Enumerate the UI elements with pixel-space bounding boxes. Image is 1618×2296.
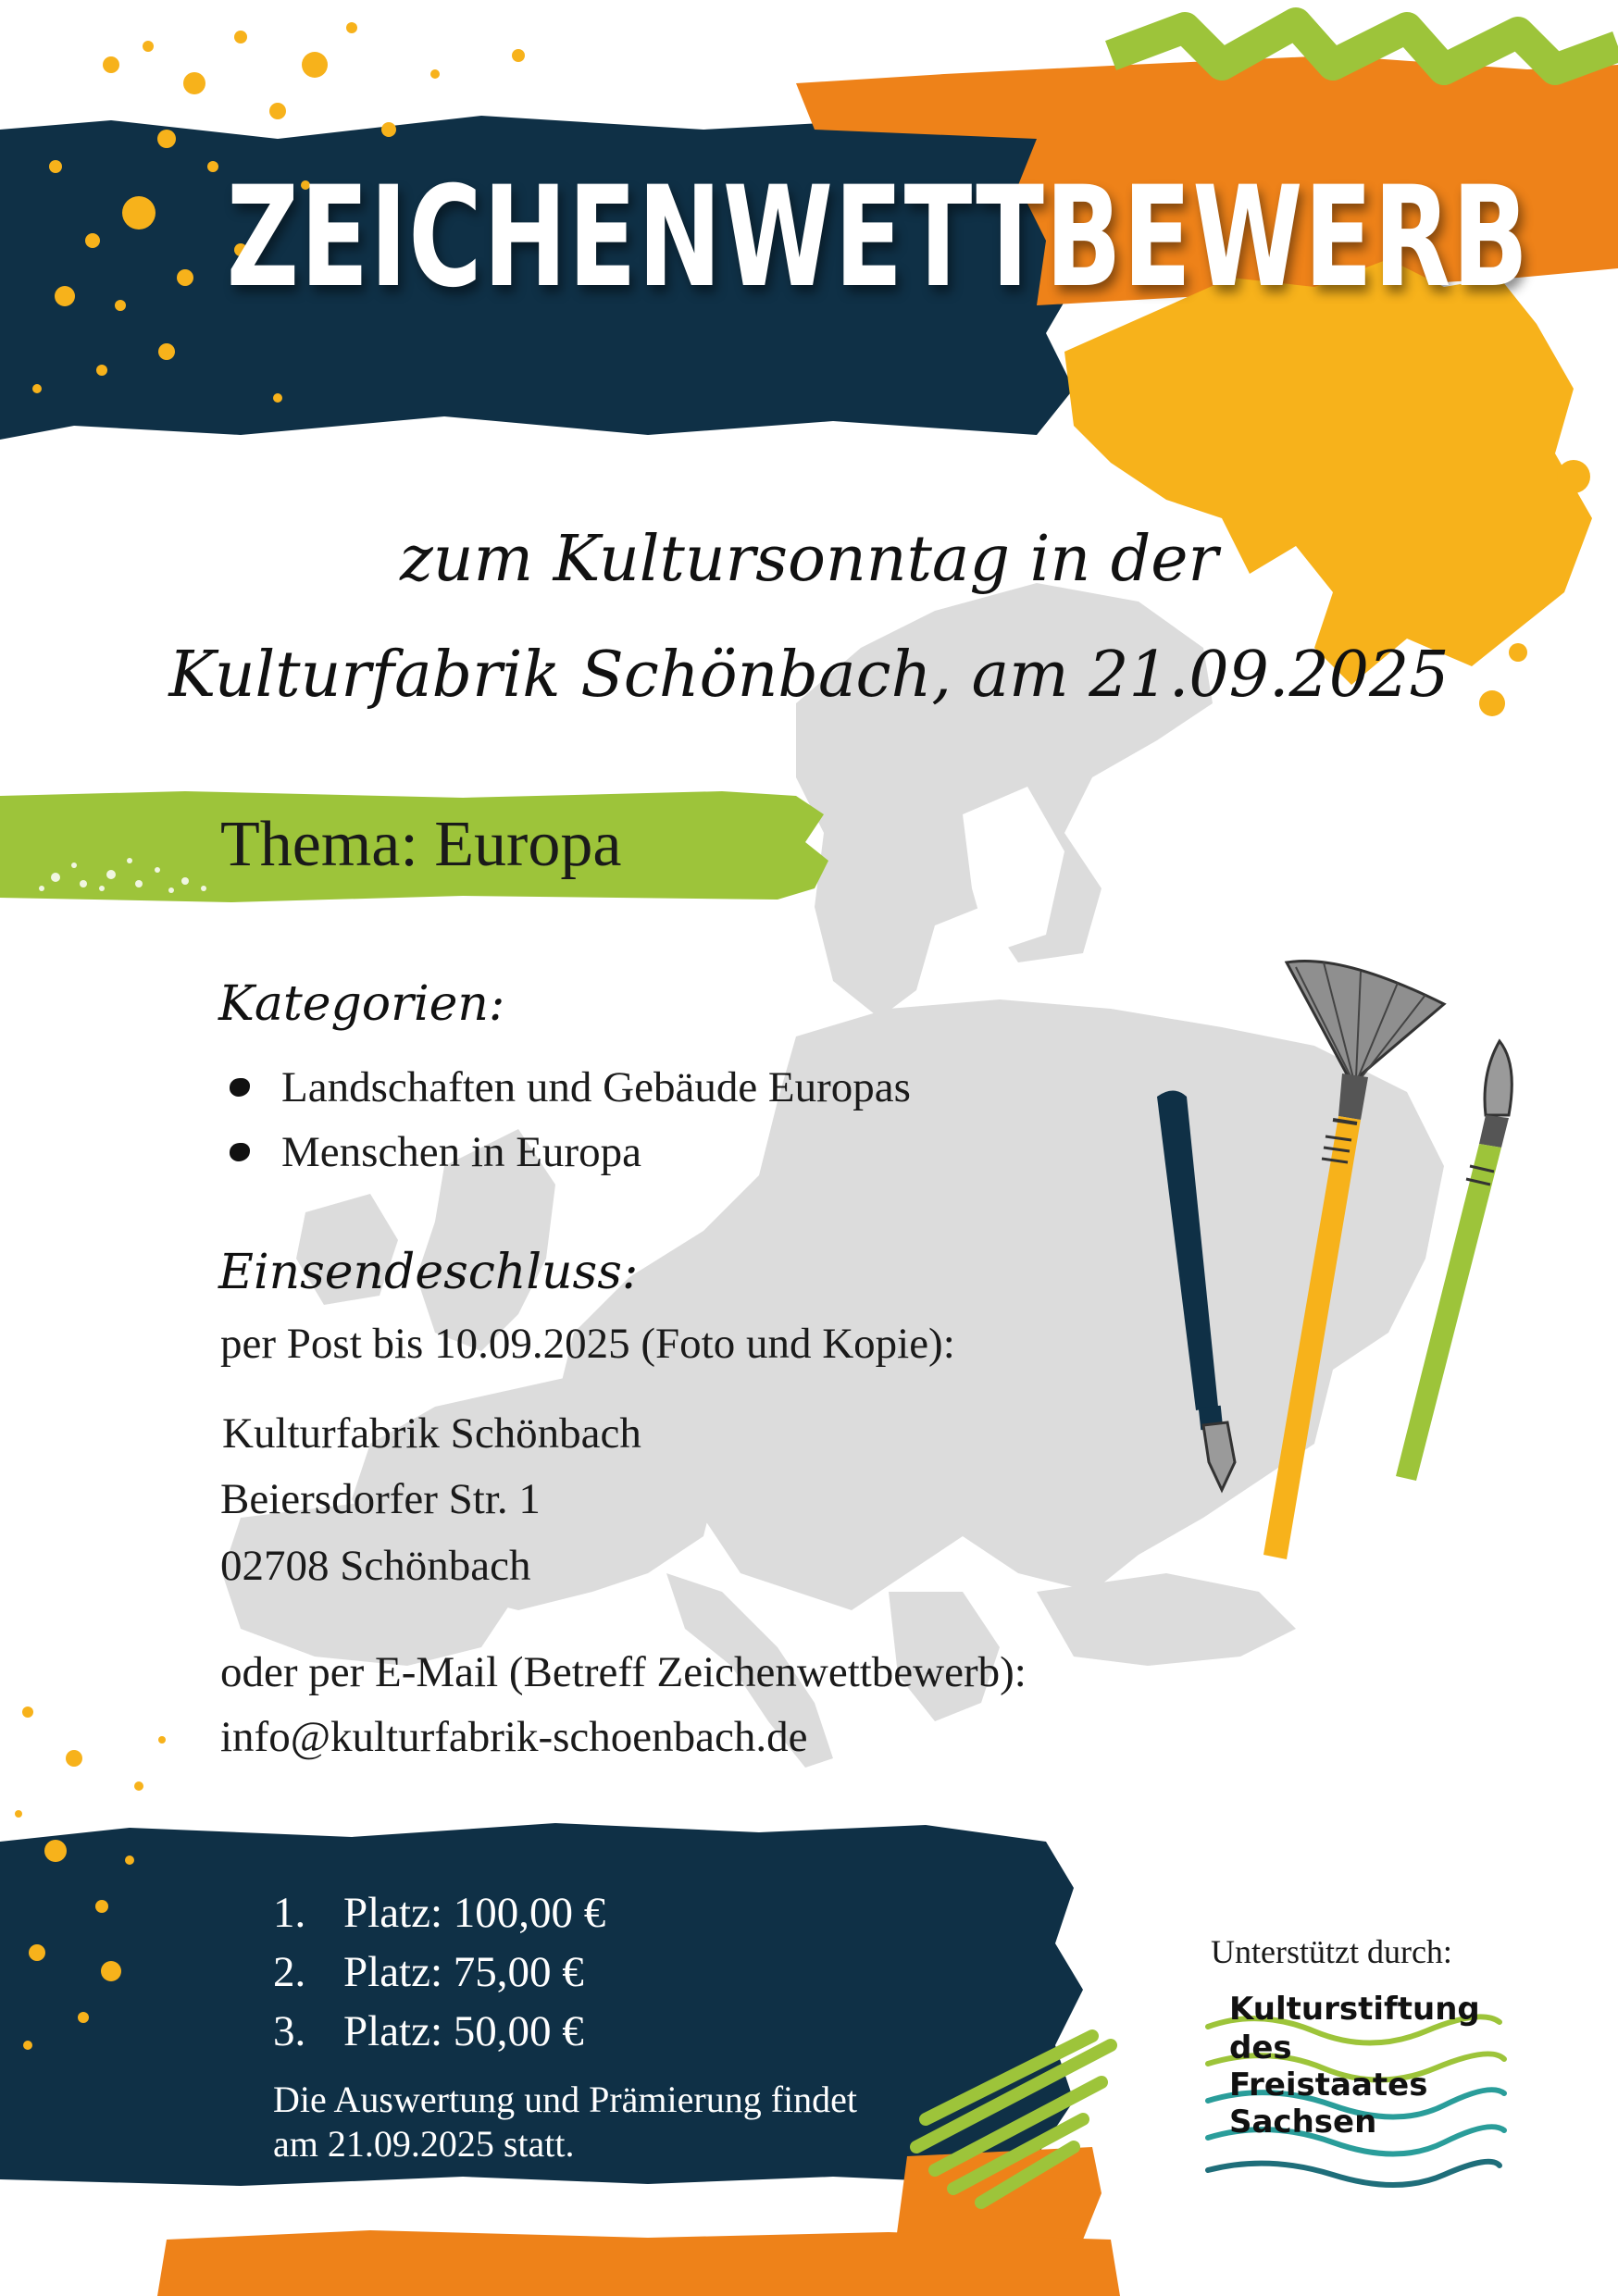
bullet-icon xyxy=(230,1078,250,1097)
prize-number: 3. xyxy=(273,2007,306,2055)
category-item: Menschen in Europa xyxy=(281,1128,641,1176)
support-label: Unterstützt durch: xyxy=(1211,1933,1452,1970)
address-line-3: 02708 Schönbach xyxy=(220,1542,531,1590)
award-note: Die Auswertung und Prämierung findet am 21.09.2025 statt. xyxy=(273,2079,857,2165)
prize-text: Platz: 75,00 € xyxy=(343,1948,584,1996)
categories-heading: Kategorien: xyxy=(218,976,505,1032)
post-deadline-text: per Post bis 10.09.2025 (Foto und Kopie): xyxy=(220,1320,955,1368)
list-item xyxy=(230,1055,911,1120)
category-item: Landschaften und Gebäude Europas xyxy=(281,1063,911,1111)
logo-text-line: Kulturstiftung xyxy=(1229,1991,1480,2028)
logo-text-line: des xyxy=(1229,2029,1292,2066)
address-line-1: Kulturfabrik Schönbach xyxy=(222,1409,641,1458)
address-line-2: Beiersdorfer Str. 1 xyxy=(220,1475,541,1523)
subtitle-line-2: Kulturfabrik Schönbach, am 21.09.2025 xyxy=(168,639,1450,712)
prize-text: Platz: 100,00 € xyxy=(343,1889,606,1937)
prize-list xyxy=(273,1888,605,2066)
prize-number: 1. xyxy=(273,1889,306,1937)
deadline-heading: Einsendeschluss: xyxy=(218,1245,639,1300)
list-item xyxy=(230,1120,911,1185)
email-address[interactable]: info@kulturfabrik-schoenbach.de xyxy=(220,1713,808,1761)
list-item xyxy=(273,1947,605,2006)
logo-text-line: Freistaates xyxy=(1229,2066,1428,2104)
prize-text: Platz: 50,00 € xyxy=(343,2007,584,2055)
bullet-icon xyxy=(230,1143,250,1161)
list-item xyxy=(273,2006,605,2066)
theme-label: Thema: Europa xyxy=(220,809,622,880)
prize-number: 2. xyxy=(273,1948,306,1996)
logo-text-line: Sachsen xyxy=(1229,2104,1377,2141)
list-item xyxy=(273,1888,605,1947)
subtitle-line-1: zum Kultursonntag in der xyxy=(399,523,1219,596)
kulturstiftung-logo xyxy=(1203,1980,1509,2184)
page-title: ZEICHENWETTBEWERB xyxy=(226,157,1530,318)
email-instructions: oder per E-Mail (Betreff Zeichenwettbewerb): xyxy=(220,1648,1027,1696)
categories-list xyxy=(230,1055,911,1185)
